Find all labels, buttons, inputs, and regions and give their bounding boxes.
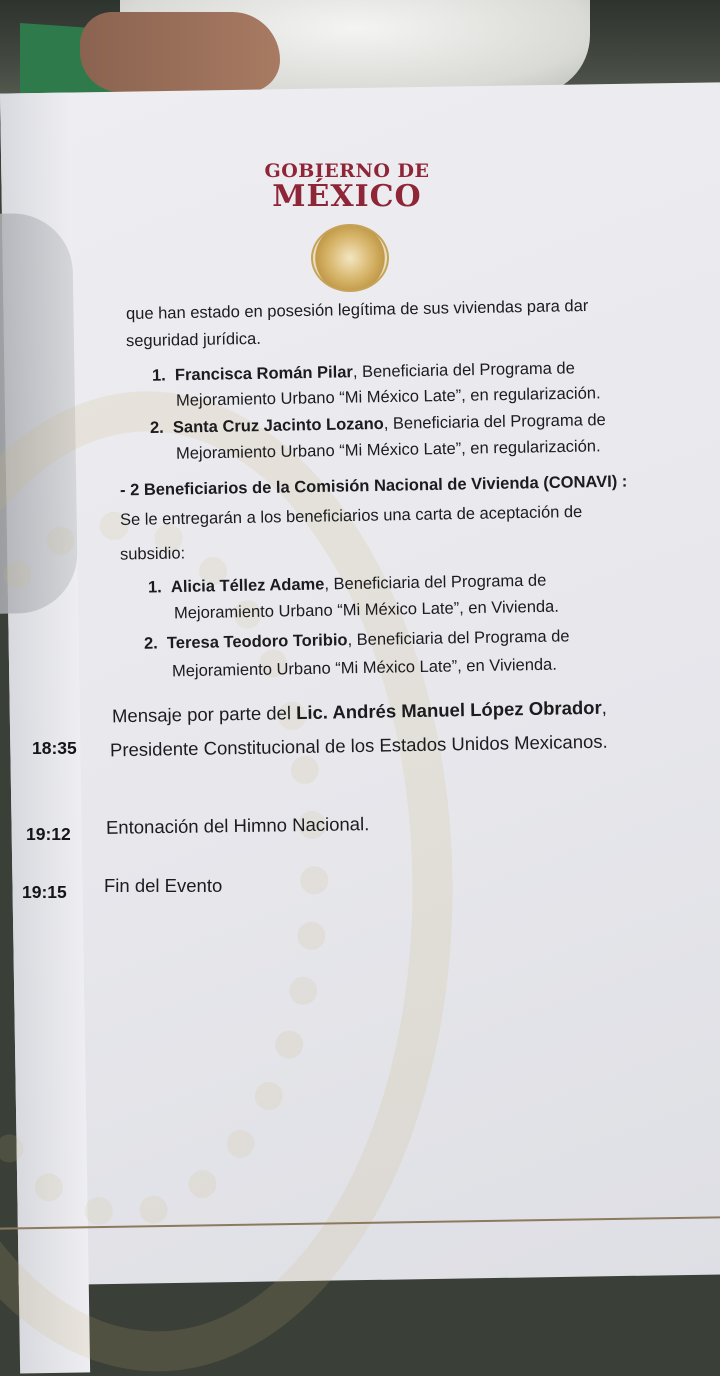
beneficiary-name: Santa Cruz Jacinto Lozano	[172, 414, 384, 437]
schedule-text-pre: Mensaje por parte del	[111, 702, 297, 727]
list-text: , Beneficiaria del Programa de	[347, 627, 570, 650]
government-logo	[262, 160, 432, 212]
section-heading: - 2 Beneficiarios de la Comisión Nacional de Vivienda (CONAVI) :	[119, 472, 628, 500]
schedule-text-line2: Presidente Constitucional de los Estados Unidos Mexicanos.	[109, 730, 608, 761]
beneficiary-name: Alicia Téllez Adame	[170, 575, 325, 597]
intro-line-2: seguridad jurídica.	[125, 329, 261, 351]
section-line-1: Se le entregarán a los beneficiarios una carta de aceptación de	[119, 502, 583, 530]
list-number: 1.	[151, 366, 166, 385]
schedule-text-post: ,	[601, 696, 608, 718]
list-text: , Beneficiaria del Programa de	[352, 359, 575, 382]
list-number: 2.	[143, 634, 158, 653]
hand	[80, 12, 280, 92]
logo-line-1: GOBIERNO DE	[264, 160, 430, 182]
national-seal-icon	[311, 224, 389, 292]
schedule-time: 18:35	[32, 738, 77, 758]
logo-line-2: MÉXICO	[272, 179, 422, 214]
schedule-time: 19:15	[22, 882, 67, 902]
beneficiary-name: Teresa Teodoro Toribio	[166, 631, 348, 653]
list-text: , Beneficiaria del Programa de	[383, 411, 606, 433]
list-text: , Beneficiaria del Programa de	[324, 571, 547, 594]
list-number: 1.	[147, 578, 162, 597]
section-line-2: subsidio:	[119, 544, 186, 564]
list-text-line2: Mejoramiento Urbano “Mi México Late”, en regularización.	[175, 384, 601, 410]
intro-line-1: que han estado en posesión legítima de sus viviendas para dar	[125, 296, 589, 324]
beneficiary-name: Francisca Román Pilar	[174, 363, 354, 385]
list-text-line2: Mejoramiento Urbano “Mi México Late”, en Vivienda.	[171, 655, 558, 681]
list-text-line2: Mejoramiento Urbano “Mi México Late”, en regularización.	[175, 437, 601, 463]
list-number: 2.	[149, 418, 164, 437]
schedule-time: 19:12	[26, 824, 71, 844]
schedule-text: Entonación del Himno Nacional.	[105, 813, 370, 838]
schedule-text: Fin del Evento	[104, 875, 223, 896]
list-text-line2: Mejoramiento Urbano “Mi México Late”, en Vivienda.	[173, 597, 560, 623]
speaker-name: Lic. Andrés Manuel López Obrador	[295, 696, 602, 724]
